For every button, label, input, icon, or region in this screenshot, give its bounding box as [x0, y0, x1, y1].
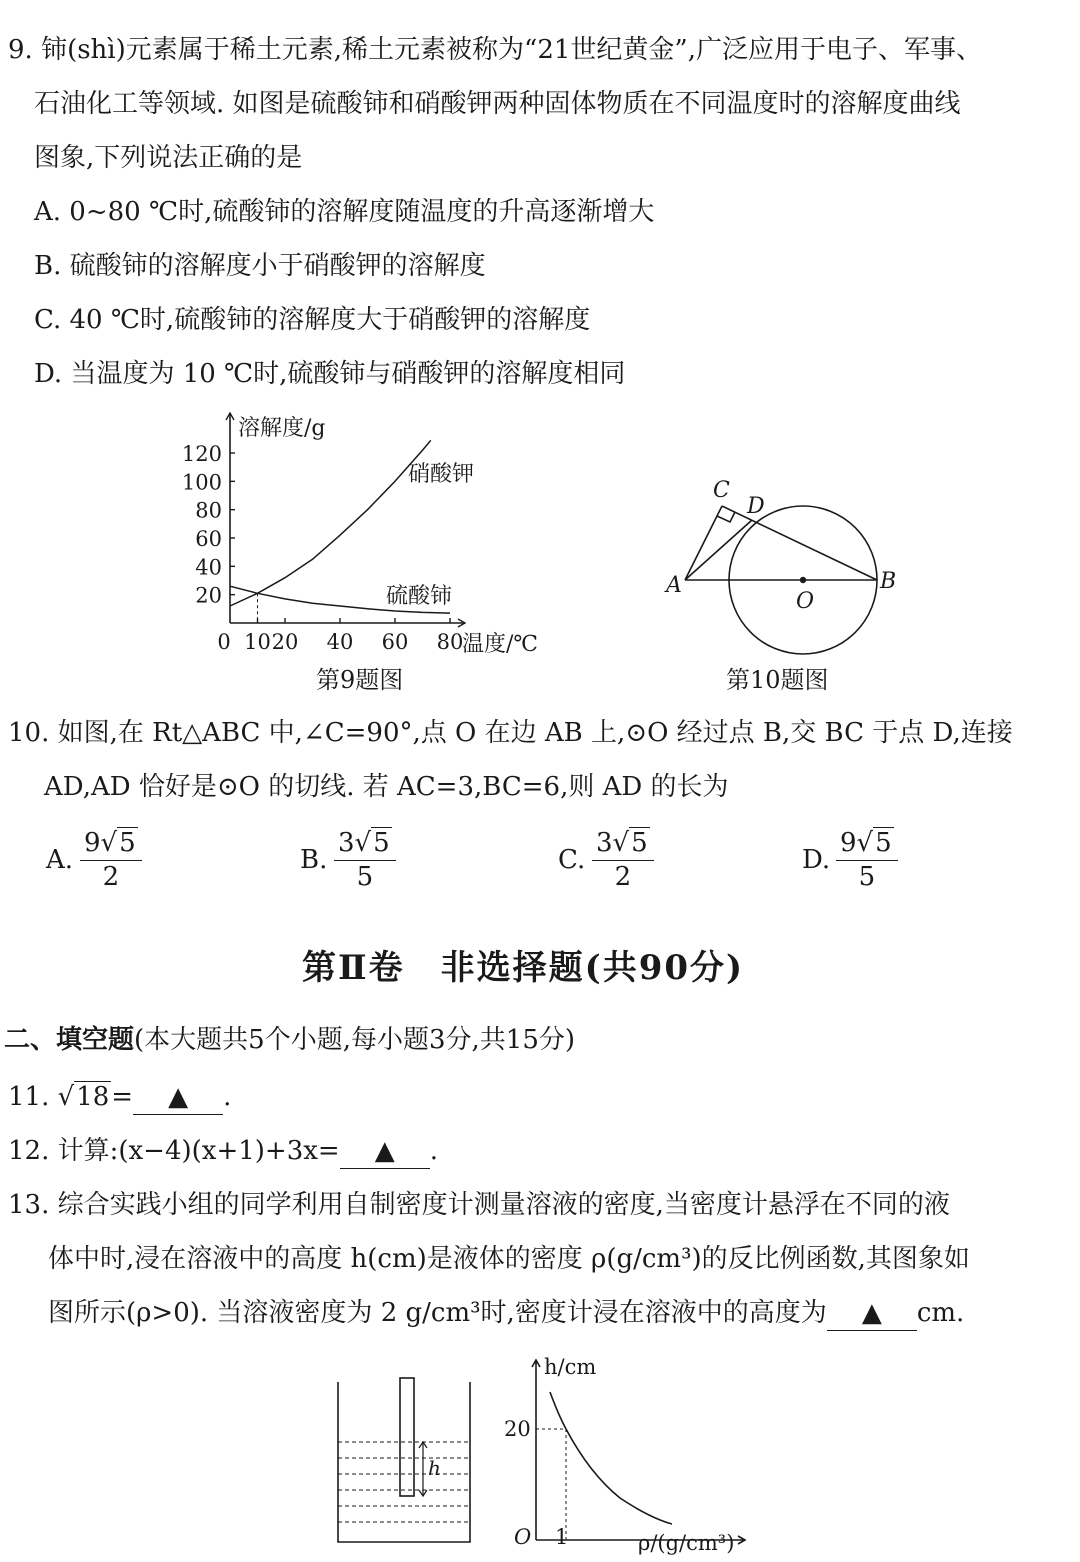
- y-tick-label: 120: [181, 442, 222, 466]
- chart-text: [182, 416, 538, 657]
- q10-option-letter: C.: [558, 845, 586, 875]
- x-tick-label: 0: [217, 630, 231, 654]
- fraction-coefficient: 9: [840, 828, 857, 858]
- q12-answer-blank: ▲: [340, 1134, 430, 1169]
- series-label-kno3: 硝酸钾: [408, 462, 475, 487]
- q11-end: .: [223, 1082, 232, 1112]
- q10-option-fraction: [592, 826, 654, 893]
- q13-line2: 体中时,浸在溶液中的高度 h(cm)是液体的密度 ρ(g/cm³)的反比例函数,其图象如: [48, 1244, 970, 1274]
- y-tick-20: 20: [504, 1417, 531, 1441]
- right-angle-mark: [717, 512, 735, 522]
- q13-answer-blank: ▲: [827, 1296, 917, 1331]
- y-tick-label: 20: [195, 583, 222, 608]
- section-2-heading: [4, 1023, 575, 1057]
- y-tick-label: 60: [195, 527, 222, 551]
- y-axis-label: h/cm: [544, 1355, 597, 1379]
- q11-radicand: 18: [76, 1082, 110, 1112]
- sqrt-symbol: √: [354, 828, 372, 858]
- fig9-caption: 第9题图: [316, 666, 404, 694]
- part2-title: 第Ⅱ卷 非选择题(共90分): [302, 948, 745, 988]
- q10-option-fraction: [334, 826, 396, 893]
- h-label: h: [428, 1456, 441, 1480]
- q11-answer-blank: ▲: [133, 1080, 223, 1115]
- label-d: D: [747, 494, 765, 519]
- q10-option-fraction: [836, 826, 898, 893]
- q9-line1: 9. 铈(shì)元素属于稀土元素,稀土元素被称为“21世纪黄金”,广泛应用于电子、军事、: [8, 35, 982, 65]
- q10-option-letter: D.: [802, 845, 831, 875]
- fraction-coefficient: 3: [596, 828, 613, 858]
- section-2-desc: (本大题共5个小题,每小题3分,共15分): [134, 1025, 576, 1055]
- x-tick-label: 80: [436, 630, 464, 654]
- q9-line3: 图象,下列说法正确的是: [34, 143, 303, 173]
- fraction-denominator: 5: [858, 862, 876, 892]
- segment-ad: [685, 520, 752, 580]
- hydrometer: [400, 1378, 414, 1496]
- series-curve: [230, 440, 431, 606]
- inverse-curve: [550, 1392, 672, 1524]
- y-tick-label: 40: [195, 555, 222, 580]
- x-tick-label: 60: [381, 630, 409, 654]
- y-tick-label: 80: [195, 498, 222, 523]
- q10-line1: 10. 如图,在 Rt△ABC 中,∠C=90°,点 O 在边 AB 上,⊙O 经过点 B,交 BC 于点 D,连接: [8, 718, 1013, 748]
- q9-option-b: B. 硫酸铈的溶解度小于硝酸钾的溶解度: [34, 251, 486, 281]
- q10-option-letter: B.: [300, 845, 328, 875]
- sqrt-symbol: √: [100, 828, 118, 858]
- x-axis-label: 温度/℃: [462, 632, 539, 657]
- q9-line2: 石油化工等领域. 如图是硫酸铈和硝酸钾两种固体物质在不同温度时的溶解度曲线: [34, 89, 961, 119]
- solubility-chart: [160, 405, 580, 705]
- fraction-radicand: 5: [119, 828, 136, 858]
- q12-text: 12. 计算:(x−4)(x+1)+3x=: [8, 1136, 340, 1166]
- sqrt-symbol: √: [612, 828, 630, 858]
- fig10-caption: 第10题图: [726, 666, 829, 694]
- geometry-figure-10: [655, 470, 915, 660]
- label-a: A: [666, 573, 682, 598]
- fraction-denominator: 5: [356, 862, 374, 892]
- q11: [8, 1080, 231, 1115]
- q12-end: .: [429, 1136, 438, 1166]
- q9-option-d: D. 当温度为 10 ℃时,硫酸铈与硝酸钾的溶解度相同: [34, 359, 626, 389]
- q11-sqrt: √18: [57, 1082, 110, 1112]
- fraction-radicand: 5: [373, 828, 390, 858]
- beaker-wall: [338, 1382, 470, 1542]
- beaker-figure: [330, 1370, 480, 1550]
- q10-line2: AD,AD 恰好是⊙O 的切线. 若 AC=3,BC=6,则 AD 的长为: [44, 772, 729, 802]
- q9-option-a: A. 0~80 ℃时,硫酸铈的溶解度随温度的升高逐渐增大: [34, 197, 655, 227]
- label-c: C: [713, 478, 730, 503]
- fraction-denominator: 2: [614, 862, 632, 892]
- x-axis-label: ρ/(g/cm³): [638, 1531, 735, 1555]
- fraction-denominator: 2: [102, 862, 120, 892]
- center-dot: [800, 577, 806, 583]
- label-b: B: [880, 569, 897, 594]
- segment-cb: [722, 506, 877, 580]
- q13-unit: cm.: [916, 1298, 965, 1328]
- label-o: O: [796, 589, 815, 614]
- segment-ac: [685, 506, 722, 580]
- x-tick-label: 10: [244, 630, 271, 654]
- q10-option-letter: A.: [46, 845, 74, 875]
- section-2-title: 二、填空题: [4, 1025, 135, 1055]
- x-tick-label: 20: [271, 630, 299, 654]
- series-label-ce2so4: 硫酸铈: [386, 584, 453, 609]
- q10-option-fraction: [80, 826, 142, 893]
- sqrt-symbol: √: [856, 828, 874, 858]
- fraction-coefficient: 9: [84, 828, 101, 858]
- q9-option-c: C. 40 ℃时,硫酸铈的溶解度大于硝酸钾的溶解度: [34, 305, 591, 335]
- q13-line3-text: 图所示(ρ>0). 当溶液密度为 2 g/cm³时,密度计浸在溶液中的高度为: [48, 1298, 827, 1328]
- q11-equals: =: [111, 1082, 134, 1112]
- fraction-coefficient: 3: [338, 828, 355, 858]
- q13-line3: [48, 1296, 964, 1331]
- x-tick-1: 1: [555, 1525, 569, 1549]
- fraction-radicand: 5: [875, 828, 892, 858]
- y-tick-label: 100: [181, 470, 222, 495]
- q12: [8, 1134, 438, 1169]
- x-tick-label: 40: [326, 630, 354, 654]
- origin-label: O: [514, 1525, 532, 1549]
- y-axis-label: 溶解度/g: [238, 416, 326, 441]
- inverse-graph: [500, 1352, 760, 1557]
- q13-line1: 13. 综合实践小组的同学利用自制密度计测量溶液的密度,当密度计悬浮在不同的液: [8, 1190, 950, 1220]
- fraction-radicand: 5: [631, 828, 648, 858]
- q11-number: 11.: [8, 1082, 50, 1112]
